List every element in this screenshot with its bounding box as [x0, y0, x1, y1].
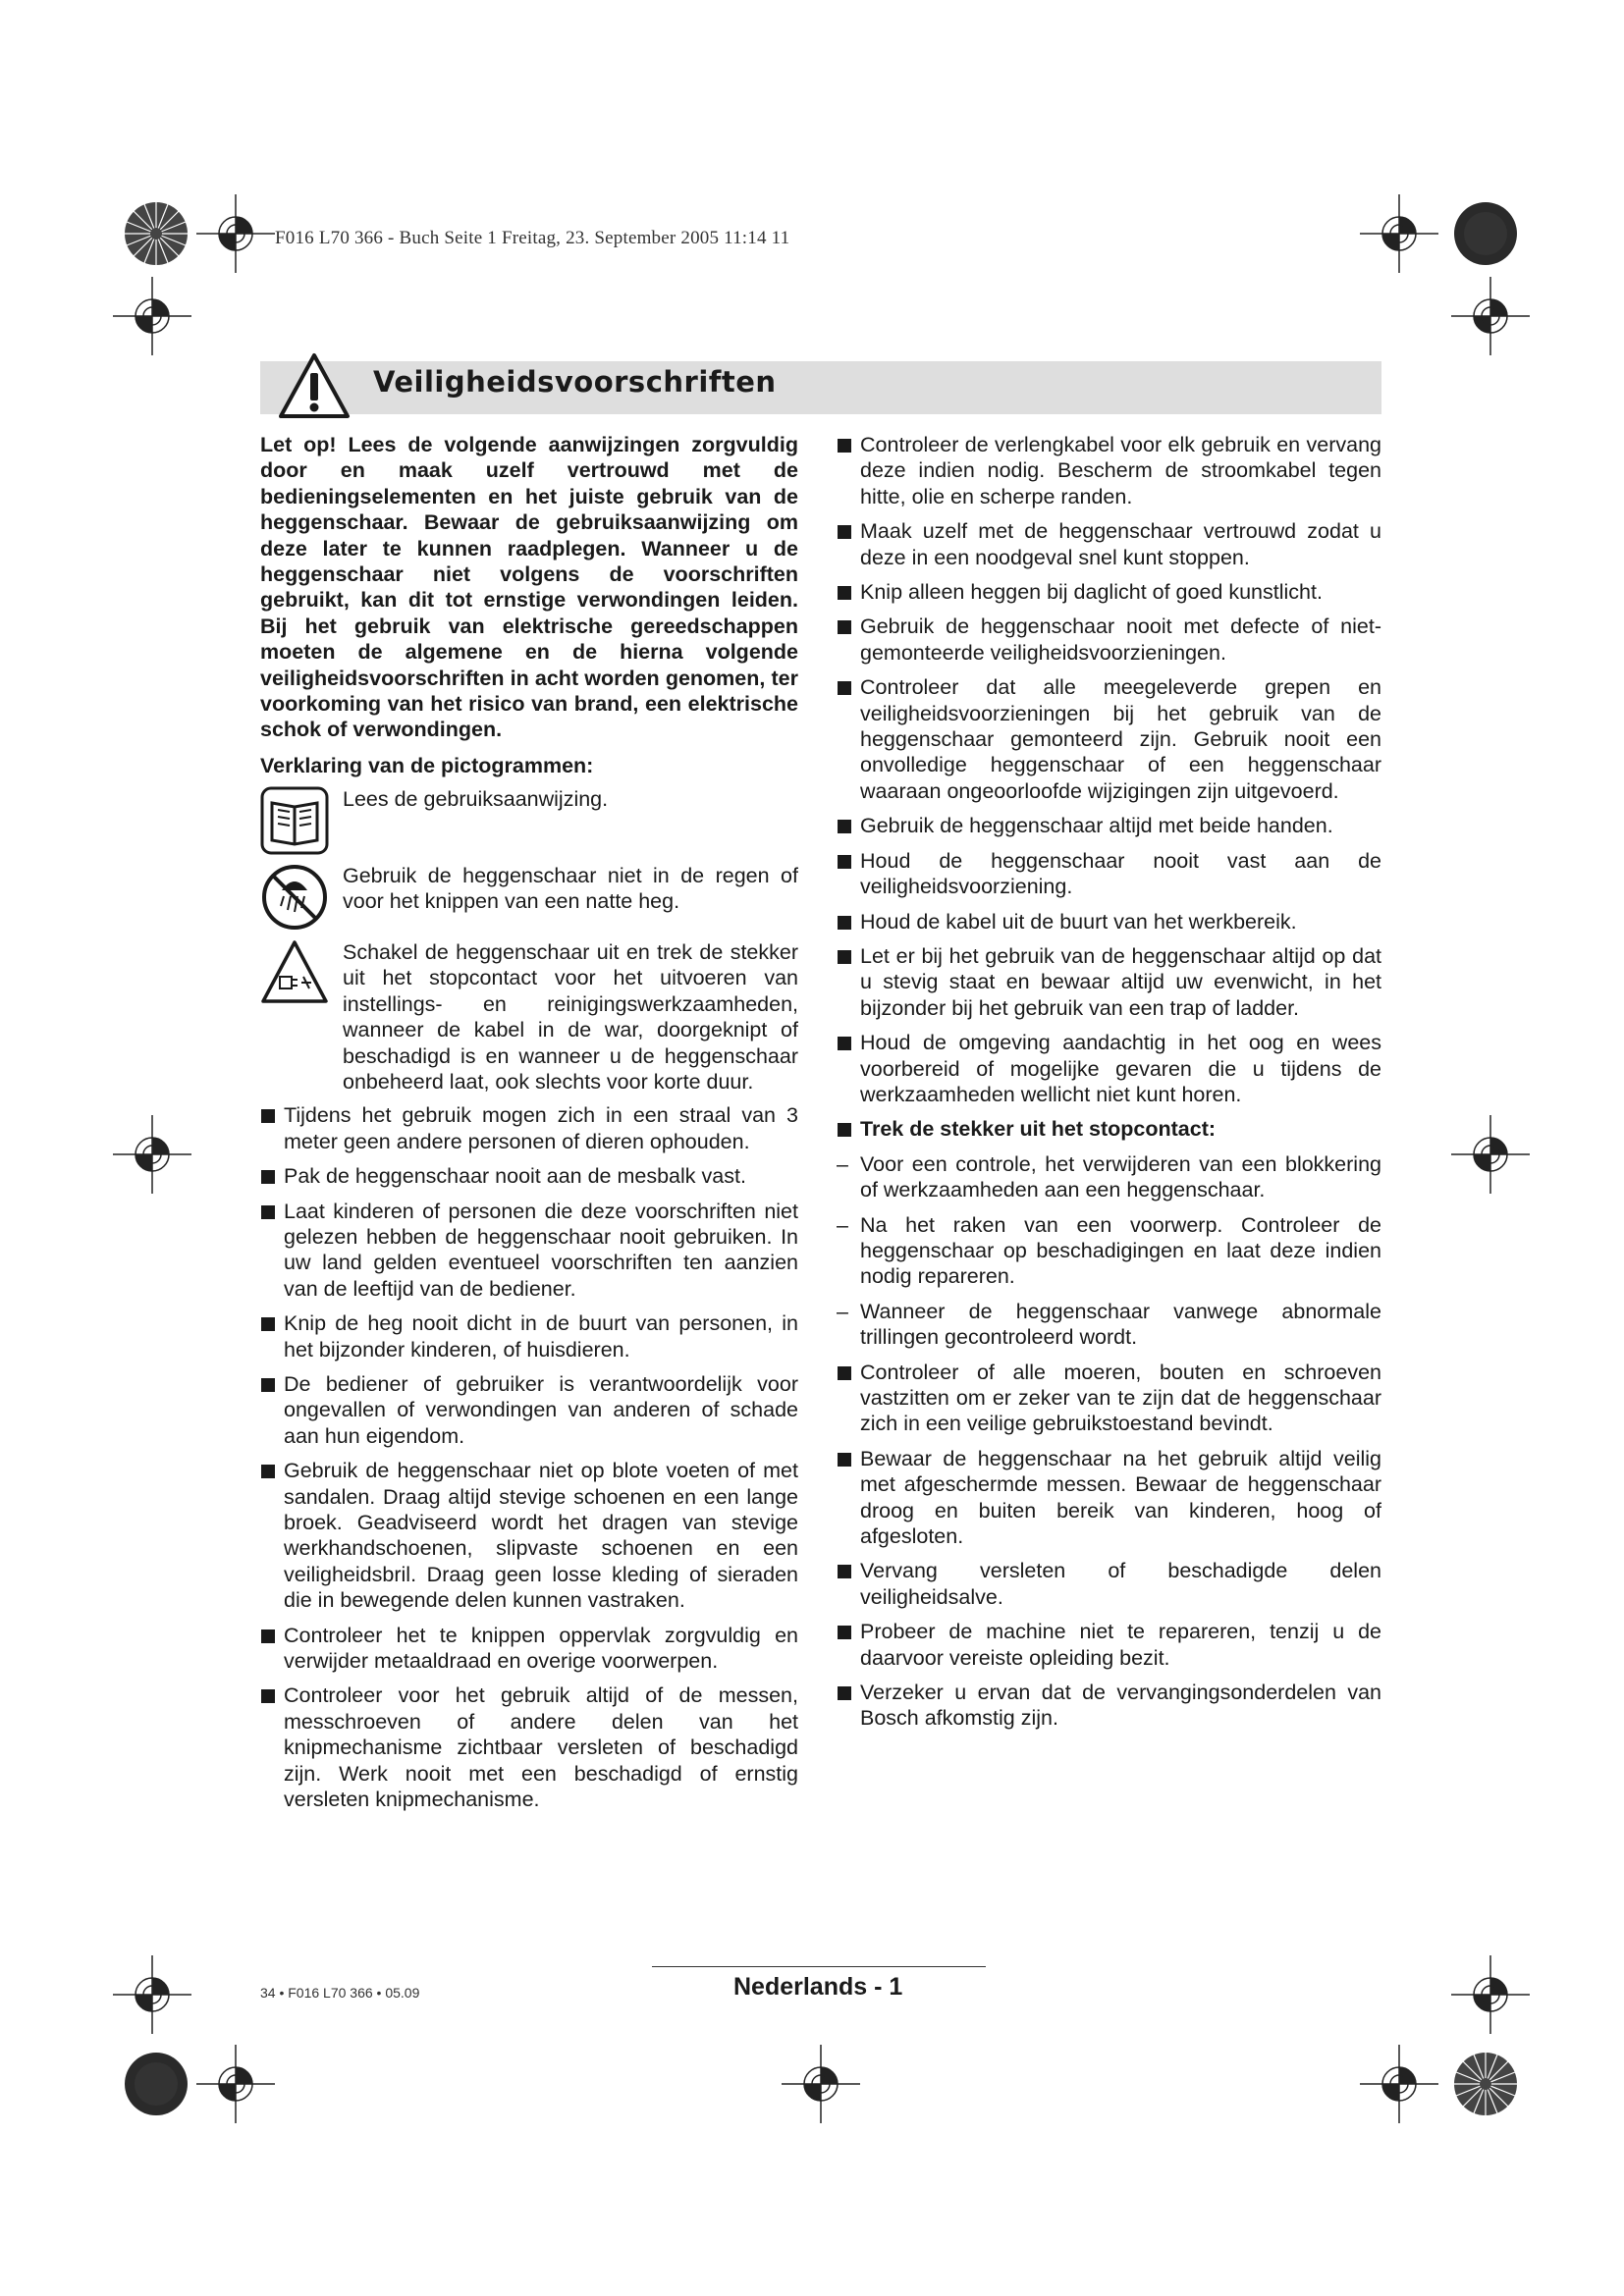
- safety-bullet: Probeer de machine niet te repareren, tenzij u de daarvoor vereiste opleiding bezit.: [837, 1619, 1381, 1671]
- registration-mark-bottom-right-b: [1360, 2045, 1438, 2123]
- safety-bullet: Tijdens het gebruik mogen zich in een straal van 3 meter geen andere personen of dieren ophouden.: [260, 1102, 798, 1154]
- print-info-line: F016 L70 366 - Buch Seite 1 Freitag, 23. September 2005 11:14 11: [275, 228, 790, 248]
- safety-bullet: Houd de omgeving aandachtig in het oog en wees voorbereid of mogelijke gevaren die u tijdens de werkzaamheden wellicht niet kunt horen.: [837, 1030, 1381, 1107]
- safety-bullet: Gebruik de heggenschaar niet op blote voeten of met sandalen. Draag altijd stevige schoenen en een lange broek. Geadviseerd wordt het dragen van stevige werkhandschoenen, slipvaste schoenen en een veiligheidsbril. Draag geen losse kleding of sieraden die in bewegende delen kunnen vastraken.: [260, 1458, 798, 1613]
- safety-bullet: Houd de heggenschaar nooit vast aan de veiligheidsvoorziening.: [837, 848, 1381, 900]
- safety-bullet: Bewaar de heggenschaar na het gebruik altijd veilig met afgeschermde messen. Bewaar de heggenschaar droog en buiten bereik van kinderen, hoog of afgesloten.: [837, 1446, 1381, 1550]
- safety-bullet: Controleer de verlengkabel voor elk gebruik en vervang deze indien nodig. Bescherm de stroomkabel tegen hitte, olie en scherpe randen.: [837, 432, 1381, 509]
- registration-mark-bottom-center: [782, 2045, 860, 2123]
- safety-bullet: Controleer voor het gebruik altijd of de messen, messchroeven of andere delen van het knipmechanisme zichtbaar versleten of beschadigd zijn. Werk nooit met een beschadigd of ernstig versleten knipmechanisme.: [260, 1682, 798, 1812]
- safety-bullet: Gebruik de heggenschaar nooit met defecte of niet-gemonteerde veiligheidsvoorzieningen.: [837, 614, 1381, 666]
- safety-bullet: De bediener of gebruiker is verantwoordelijk voor ongevallen of verwondingen van anderen of schade aan hun eigendom.: [260, 1371, 798, 1449]
- pictogram-item: [260, 863, 798, 932]
- safety-bullet: Controleer het te knippen oppervlak zorgvuldig en verwijder metaaldraad en overige voorwerpen.: [260, 1623, 798, 1675]
- registration-mark-bottom-right-a: [1451, 1955, 1530, 2034]
- section-title: Veiligheidsvoorschriften: [373, 365, 777, 399]
- safety-bullet: Verzeker u ervan dat de vervangingsonderdelen van Bosch afkomstig zijn.: [837, 1680, 1381, 1732]
- registration-mark-top-right-a: [1360, 194, 1438, 273]
- warning-triangle-icon: [278, 351, 351, 420]
- no-rain-icon: [260, 863, 329, 932]
- pictograms-heading: Verklaring van de pictogrammen:: [260, 753, 594, 777]
- footer-page-label: Nederlands - 1: [733, 1973, 903, 2001]
- safety-bullet: Vervang versleten of beschadigde delen veiligheidsalve.: [837, 1558, 1381, 1610]
- registration-mark-bottom-left-a: [113, 1955, 191, 2034]
- color-mark-bottom-left: [124, 2052, 189, 2116]
- intro-paragraph: Let op! Lees de volgende aanwijzingen zorgvuldig door en maak uzelf vertrouwd met de bedieningselementen en het juiste gebruik van de heggenschaar. Bewaar de gebruiksaanwijzing om deze later te kunnen raadplegen. Wanneer u de heggenschaar niet volgens de voorschriften gebruikt, kan dit tot ernstige verwondingen leiden. Bij het gebruik van elektrische gereedschappen moeten de algemene en de hierna volgende veiligheidsvoorschriften in acht worden genomen, ter voorkoming van het risico van brand, een elektrische schok of verwondingen.: [260, 433, 798, 742]
- registration-mark-top-left-a: [196, 194, 275, 273]
- safety-bullet: Pak de heggenschaar nooit aan de mesbalk vast.: [260, 1163, 798, 1189]
- safety-bullet: Laat kinderen of personen die deze voorschriften niet gelezen hebben de heggenschaar nooit gebruiken. In uw land gelden eventueel voorschriften ten aanzien van de leeftijd van de bediener.: [260, 1199, 798, 1303]
- safety-bullet: Maak uzelf met de heggenschaar vertrouwd zodat u deze in een noodgeval snel kunt stoppen.: [837, 518, 1381, 570]
- color-mark-top-right: [1453, 201, 1518, 266]
- footer-document-code: 34 • F016 L70 366 • 05.09: [260, 1985, 420, 2001]
- registration-mark-middle-left: [113, 1115, 191, 1194]
- pictogram-text: Schakel de heggenschaar uit en trek de stekker uit het stopcontact voor het uitvoeren van instellings- en reinigingswerkzaamheden, wanneer de kabel in de war, doorgeknipt of beschadigd is en wanneer u de heggenschaar onbeheerd laat, ook slechts voor korte duur.: [343, 939, 798, 1094]
- color-mark-top-left: [124, 201, 189, 266]
- registration-mark-top-left-b: [113, 277, 191, 355]
- unplug-item: – Voor een controle, het verwijderen van een blokkering of werkzaamheden aan een heggenschaar.: [837, 1151, 1381, 1203]
- footer-rule: [652, 1966, 986, 1967]
- pictogram-text: Gebruik de heggenschaar niet in de regen of voor het knippen van een natte heg.: [343, 863, 798, 914]
- unplug-warning-icon: [260, 939, 329, 1004]
- right-column: [837, 432, 1381, 1740]
- color-mark-bottom-right: [1453, 2052, 1518, 2116]
- pictogram-text: Lees de gebruiksaanwijzing.: [343, 786, 609, 811]
- safety-bullet: Knip de heg nooit dicht in de buurt van personen, in het bijzonder kinderen, of huisdieren.: [260, 1310, 798, 1362]
- manual-book-icon: [260, 786, 329, 855]
- registration-mark-top-right-b: [1451, 277, 1530, 355]
- safety-bullet: Controleer of alle moeren, bouten en schroeven vastzitten om er zeker van te zijn dat de heggenschaar zich in een veilige gebruikstoestand bevindt.: [837, 1360, 1381, 1437]
- safety-bullet: Controleer dat alle meegeleverde grepen en veiligheidsvoorzieningen bij het gebruik van de heggenschaar gemonteerd zijn. Gebruik nooit een onvolledige heggenschaar of een heggenschaar waaraan ongeoorloofde wijzigingen zijn uitgevoerd.: [837, 674, 1381, 804]
- left-column: [260, 432, 798, 1821]
- safety-bullet: Houd de kabel uit de buurt van het werkbereik.: [837, 909, 1381, 934]
- registration-mark-bottom-left-b: [196, 2045, 275, 2123]
- registration-mark-middle-right: [1451, 1115, 1530, 1194]
- pictogram-item: [260, 939, 798, 1095]
- safety-bullet: Knip alleen heggen bij daglicht of goed kunstlicht.: [837, 579, 1381, 605]
- unplug-item: – Wanneer de heggenschaar vanwege abnormale trillingen gecontroleerd wordt.: [837, 1299, 1381, 1351]
- safety-bullet: Gebruik de heggenschaar altijd met beide handen.: [837, 813, 1381, 838]
- unplug-heading: Trek de stekker uit het stopcontact:: [837, 1116, 1381, 1142]
- unplug-item: – Na het raken van een voorwerp. Controleer de heggenschaar op beschadigingen en laat deze indien nodig repareren.: [837, 1212, 1381, 1290]
- pictogram-item: [260, 786, 798, 855]
- safety-bullet: Let er bij het gebruik van de heggenschaar altijd op dat u stevig staat en bewaar altijd uw evenwicht, in het bijzonder bij het gebruik van een trap of ladder.: [837, 943, 1381, 1021]
